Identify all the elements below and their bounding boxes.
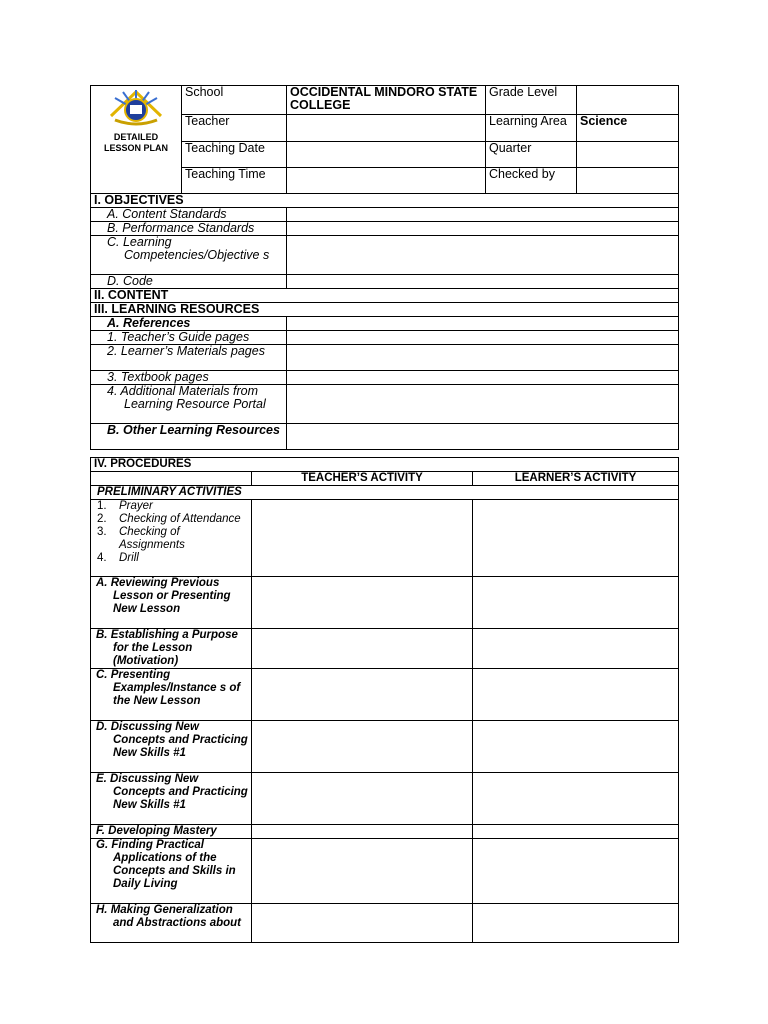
procedure-step-f: F. Developing Mastery bbox=[91, 825, 252, 839]
teacher-activity-cell bbox=[252, 904, 473, 943]
additional-materials-value bbox=[287, 385, 679, 424]
learner-activity-cell bbox=[473, 629, 679, 669]
other-resources-label: B. Other Learning Resources bbox=[91, 424, 287, 450]
list-item: 3. Checking of Assignments bbox=[97, 526, 185, 551]
learners-materials-value bbox=[287, 345, 679, 371]
grade-level-label: Grade Level bbox=[486, 86, 577, 115]
learner-activity-cell bbox=[473, 904, 679, 943]
list-item: 4. Drill bbox=[97, 552, 139, 564]
teacher-value bbox=[287, 115, 486, 142]
code-value bbox=[287, 275, 679, 289]
learner-activity-header: LEARNER’S ACTIVITY bbox=[473, 472, 679, 486]
procedure-step-h: H. Making Generalization and Abstractions about bbox=[91, 904, 252, 943]
teacher-label: Teacher bbox=[182, 115, 287, 142]
learners-materials-label: 2. Learner’s Materials pages bbox=[91, 345, 287, 371]
learner-activity-cell bbox=[473, 721, 679, 773]
teacher-activity-header: TEACHER’S ACTIVITY bbox=[252, 472, 473, 486]
preliminary-activities-heading: PRELIMINARY ACTIVITIES bbox=[91, 486, 679, 500]
college-seal-icon bbox=[105, 88, 167, 128]
procedure-step-g: G. Finding Practical Applications of the Concepts and Skills in Daily Living bbox=[91, 839, 252, 904]
learner-activity-cell bbox=[473, 669, 679, 721]
quarter-label: Quarter bbox=[486, 142, 577, 168]
quarter-value bbox=[577, 142, 679, 168]
procedure-step-d: D. Discussing New Concepts and Practicing New Skills #1 bbox=[91, 721, 252, 773]
teacher-activity-cell bbox=[252, 773, 473, 825]
textbook-label: 3. Textbook pages bbox=[91, 371, 287, 385]
lesson-plan-header-table bbox=[90, 85, 679, 450]
grade-level-value bbox=[577, 86, 679, 115]
list-item: 2. Checking of Attendance bbox=[97, 513, 241, 525]
logo-label-detailed: DETAILED bbox=[113, 132, 159, 142]
code-label: D. Code bbox=[91, 275, 287, 289]
procedures-heading: IV. PROCEDURES bbox=[91, 458, 679, 472]
procedure-step-e: E. Discussing New Concepts and Practicing New Skills #1 bbox=[91, 773, 252, 825]
logo-cell bbox=[91, 86, 182, 194]
performance-standards-label: B. Performance Standards bbox=[91, 222, 287, 236]
content-standards-value bbox=[287, 208, 679, 222]
textbook-value bbox=[287, 371, 679, 385]
learner-activity-cell bbox=[473, 773, 679, 825]
school-value: OCCIDENTAL MINDORO STATE COLLEGE bbox=[287, 86, 486, 115]
performance-standards-value bbox=[287, 222, 679, 236]
other-resources-value bbox=[287, 424, 679, 450]
teaching-time-label: Teaching Time bbox=[182, 168, 287, 194]
learner-activity-cell bbox=[473, 839, 679, 904]
teaching-date-value bbox=[287, 142, 486, 168]
teachers-guide-value bbox=[287, 331, 679, 345]
references-value bbox=[287, 317, 679, 331]
teacher-activity-cell bbox=[252, 839, 473, 904]
learning-area-label: Learning Area bbox=[486, 115, 577, 142]
teachers-guide-label: 1. Teacher’s Guide pages bbox=[91, 331, 287, 345]
teacher-activity-cell bbox=[252, 721, 473, 773]
teaching-date-label: Teaching Date bbox=[182, 142, 287, 168]
teacher-activity-cell bbox=[252, 669, 473, 721]
teaching-time-value bbox=[287, 168, 486, 194]
checked-by-label: Checked by bbox=[486, 168, 577, 194]
objectives-heading: I. OBJECTIVES bbox=[91, 194, 679, 208]
list-item: 1. Prayer bbox=[97, 500, 153, 512]
learner-activity-cell bbox=[473, 500, 679, 577]
teacher-activity-cell bbox=[252, 825, 473, 839]
additional-materials-label: 4. Additional Materials from Learning Resource Portal bbox=[91, 385, 287, 424]
learning-competencies-value bbox=[287, 236, 679, 275]
procedure-step-c: C. Presenting Examples/Instance s of the New Lesson bbox=[91, 669, 252, 721]
procedures-table bbox=[90, 457, 679, 943]
procedures-blank-header bbox=[91, 472, 252, 486]
learner-activity-cell bbox=[473, 577, 679, 629]
content-heading: II. CONTENT bbox=[91, 289, 679, 303]
checked-by-value bbox=[577, 168, 679, 194]
teacher-activity-cell bbox=[252, 629, 473, 669]
references-label: A. References bbox=[91, 317, 287, 331]
preliminary-list bbox=[91, 500, 252, 577]
learner-activity-cell bbox=[473, 825, 679, 839]
logo-label-lesson-plan: LESSON PLAN bbox=[103, 143, 168, 153]
learning-area-value: Science bbox=[577, 115, 679, 142]
procedure-step-a: A. Reviewing Previous Lesson or Presenting New Lesson bbox=[91, 577, 252, 629]
learning-resources-heading: III. LEARNING RESOURCES bbox=[91, 303, 679, 317]
teacher-activity-cell bbox=[252, 500, 473, 577]
procedure-step-b: B. Establishing a Purpose for the Lesson (Motivation) bbox=[91, 629, 252, 669]
content-standards-label: A. Content Standards bbox=[91, 208, 287, 222]
teacher-activity-cell bbox=[252, 577, 473, 629]
learning-competencies-label: C. Learning Competencies/Objective s bbox=[91, 236, 287, 275]
school-label: School bbox=[182, 86, 287, 115]
